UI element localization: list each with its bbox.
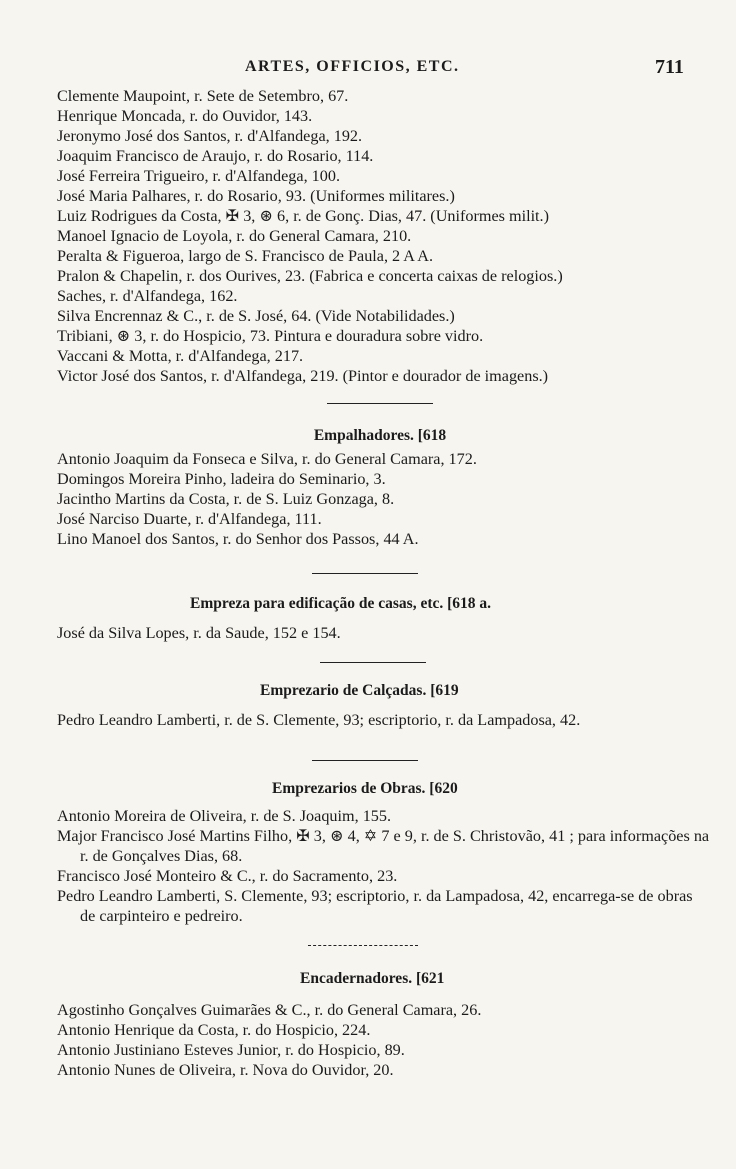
directory-entry: José da Silva Lopes, r. da Saude, 152 e 154. (57, 624, 341, 642)
directory-entry: Francisco José Monteiro & C., r. do Sacramento, 23. (57, 867, 398, 885)
directory-entry: José Maria Palhares, r. do Rosario, 93. (Uniformes militares.) (57, 187, 455, 205)
section-divider (50, 760, 710, 761)
directory-entry: Agostinho Gonçalves Guimarães & C., r. do General Camara, 26. (57, 1001, 482, 1019)
section-encadernadores (50, 966, 710, 1080)
section-divider (50, 662, 710, 663)
directory-entry: Henrique Moncada, r. do Ouvidor, 143. (57, 107, 313, 125)
directory-entry: Antonio Nunes de Oliveira, r. Nova do Ouvidor, 20. (57, 1061, 394, 1079)
directory-entry: Peralta & Figueroa, largo de S. Francisco de Paula, 2 A A. (57, 247, 433, 265)
section-divider (50, 403, 710, 404)
directory-entry: Saches, r. d'Alfandega, 162. (57, 287, 238, 305)
directory-entry: Domingos Moreira Pinho, ladeira do Seminario, 3. (57, 470, 386, 488)
directory-entry: Major Francisco José Martins Filho, ✠ 3, ⊛ 4, ✡ 7 e 9, r. de S. Christovão, 41 ; para informações na r. de Gonçalves Dias, 68. (57, 827, 710, 865)
directory-entry: Luiz Rodrigues da Costa, ✠ 3, ⊛ 6, r. de Gonç. Dias, 47. (Uniformes milit.) (57, 207, 549, 225)
directory-entry: Pedro Leandro Lamberti, S. Clemente, 93; escriptorio, r. da Lampadosa, 42, encarrega-se de obras de carpinteiro e pedreiro. (57, 887, 693, 925)
section-rule (312, 573, 418, 574)
directory-entry: Manoel Ignacio de Loyola, r. do General Camara, 210. (57, 227, 412, 245)
section-divider (50, 945, 710, 946)
page-number: 711 (655, 56, 684, 78)
section-heading: Empalhadores. [618 (313, 427, 447, 444)
section-heading: Emprezarios de Obras. [620 (272, 780, 458, 797)
section-heading: Emprezario de Calçadas. [619 (260, 682, 459, 699)
section-continued (50, 86, 710, 386)
directory-entry: Antonio Joaquim da Fonseca e Silva, r. do General Camara, 172. (57, 450, 477, 468)
directory-entry: Lino Manoel dos Santos, r. do Senhor dos Passos, 44 A. (57, 530, 419, 548)
directory-entry: Victor José dos Santos, r. d'Alfandega, 219. (Pintor e dourador de imagens.) (57, 367, 549, 385)
section-rule (308, 945, 418, 946)
section-emprezario-calcadas (50, 678, 710, 730)
directory-entry: Pedro Leandro Lamberti, r. de S. Clemente, 93; escriptorio, r. da Lampadosa, 42. (57, 711, 581, 729)
directory-entry: Antonio Justiniano Esteves Junior, r. do Hospicio, 89. (57, 1041, 405, 1059)
directory-entry: Jacintho Martins da Costa, r. de S. Luiz Gonzaga, 8. (57, 490, 395, 508)
section-heading: Encadernadores. [621 (300, 970, 445, 987)
section-rule (312, 760, 418, 761)
section-rule (320, 662, 426, 663)
section-heading: Empreza para edificação de casas, etc. [618 a. (190, 595, 492, 612)
directory-entry: Vaccani & Motta, r. d'Alfandega, 217. (57, 347, 304, 365)
directory-entry: Pralon & Chapelin, r. dos Ourives, 23. (Fabrica e concerta caixas de relogios.) (57, 267, 563, 285)
directory-entry: Clemente Maupoint, r. Sete de Setembro, 67. (57, 87, 349, 105)
directory-entry: Antonio Henrique da Costa, r. do Hospicio, 224. (57, 1021, 371, 1039)
running-title: ARTES, OFFICIOS, ETC. (245, 58, 460, 75)
directory-entry: Jeronymo José dos Santos, r. d'Alfandega, 192. (57, 127, 363, 145)
section-divider (50, 573, 710, 574)
section-empalhadores (50, 423, 710, 549)
running-head (0, 58, 736, 82)
section-empreza-edificacao (50, 591, 710, 643)
directory-entry: Silva Encrennaz & C., r. de S. José, 64. (Vide Notabilidades.) (57, 307, 455, 325)
directory-entry: José Narciso Duarte, r. d'Alfandega, 111. (57, 510, 322, 528)
section-rule (327, 403, 433, 404)
directory-entry: José Ferreira Trigueiro, r. d'Alfandega, 100. (57, 167, 340, 185)
directory-entry: Antonio Moreira de Oliveira, r. de S. Joaquim, 155. (57, 807, 392, 825)
directory-entry: Joaquim Francisco de Araujo, r. do Rosario, 114. (57, 147, 374, 165)
directory-entry: Tribiani, ⊛ 3, r. do Hospicio, 73. Pintura e douradura sobre vidro. (57, 327, 484, 345)
section-emprezarios-obras (50, 776, 710, 926)
